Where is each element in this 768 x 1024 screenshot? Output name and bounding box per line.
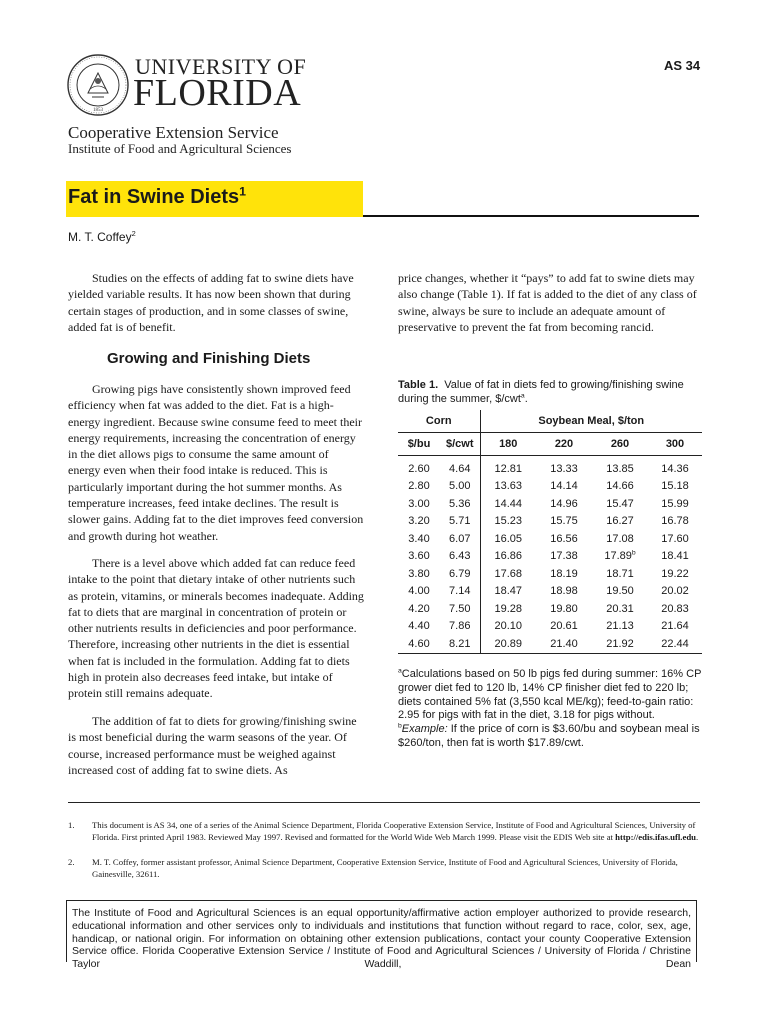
table-cell: 2.80 [408, 480, 430, 493]
table-row [398, 600, 702, 618]
table-cell: 4.40 [408, 620, 430, 633]
footnote-number: 2. [68, 857, 75, 867]
table-cell: 19.50 [606, 585, 634, 598]
table-cell: 15.47 [606, 497, 634, 510]
author-footnote-ref[interactable]: 2 [131, 229, 136, 238]
table-cell: 17.68 [494, 567, 523, 580]
table-label: Table 1. [398, 379, 439, 391]
table-cell: 21.40 [550, 637, 578, 650]
table-row [398, 530, 702, 548]
footnote-rule [68, 802, 700, 803]
table-notes [398, 668, 703, 751]
table-cell: 15.18 [661, 480, 689, 493]
table-cell: 3.80 [408, 567, 430, 580]
body-paragraph: There is a level above which added fat can reduce feed intake to the point that dietary intake of other nutrients such as protein, vitamins, or minerals becomes inadequate. Adding fat to diets that are marginal in concentration of protein or other nutrients results in deficiencies and poor performance. Therefore, increasing other nutrients in the diet is essential when fat is included in the formulation. Adding fat to diets high in protein also decreases feed intake, but intake of protein still remains adequate. [68, 556, 364, 701]
extension-service-name: Cooperative Extension Service [68, 123, 279, 142]
footnote-1-end: . [696, 831, 699, 842]
university-seal-logo [66, 53, 130, 117]
table-cell: 20.31 [606, 602, 634, 615]
table-cell: 17.60 [661, 532, 689, 545]
table-cell: 2.60 [408, 462, 430, 475]
note-b-label: Example: [401, 723, 448, 736]
table-cell: 6.79 [440, 565, 480, 583]
table-cell: 19.28 [494, 602, 523, 615]
table-cell: 7.50 [440, 600, 480, 618]
table-row [398, 513, 702, 531]
table-cell: 16.05 [494, 532, 523, 545]
edis-link[interactable]: http://edis.ifas.ufl.edu [615, 831, 696, 842]
table-cell: 4.64 [440, 456, 480, 478]
table-cell: 3.40 [408, 532, 430, 545]
table-cell: 5.36 [440, 495, 480, 513]
table-row [398, 548, 702, 566]
table-column-headers [398, 433, 702, 456]
col-header: 300 [648, 433, 702, 456]
author-name [68, 230, 136, 244]
table-row [398, 478, 702, 496]
section-heading: Growing and Finishing Diets [107, 350, 311, 367]
table-cell: 13.33 [550, 462, 578, 475]
table-cell: 16.56 [550, 532, 578, 545]
table-cell: 4.00 [408, 585, 430, 598]
table-cell: 6.43 [440, 548, 480, 566]
table-cell: 22.44 [661, 637, 689, 650]
table-cell: 18.47 [494, 585, 523, 598]
example-note-ref: b [631, 549, 636, 557]
table-cell: 16.86 [494, 550, 523, 563]
table-cell: 13.85 [606, 462, 634, 475]
table-cell: 16.78 [661, 515, 689, 528]
example-value: 17.89 [604, 550, 632, 563]
footnote-1-body: This document is AS 34, one of a series of the Animal Science Department, Florida Cooperative Extension Service, Institute of Food and Agricultural Sciences, University of Florida. First printed April 1983. Reviewed May 1997. Revised and formatted for the World Wide Web March 1999. Please visit the EDIS Web site at [92, 820, 696, 842]
table-row [398, 565, 702, 583]
note-a-text: Calculations based on 50 lb pigs fed during summer: 16% CP grower diet fed to 120 lb, 14% CP finisher diet fed to 220 lb; diets contained 5% fat (3,550 kcal ME/kg); feed-to-gain ratio: 2.95 for pigs with fat in the diet, 3.18 for pigs without. [398, 668, 702, 722]
table-cell: 14.66 [606, 480, 634, 493]
table-cell: 4.20 [408, 602, 430, 615]
table-cell: 19.80 [550, 602, 578, 615]
note-b-marker: b [398, 722, 402, 730]
table-cell: 21.64 [661, 620, 689, 633]
value-table [398, 410, 702, 654]
table-caption-end: . [524, 393, 528, 405]
table-cell [592, 548, 648, 566]
table-cell: 18.71 [606, 567, 634, 580]
table-cell: 14.14 [550, 480, 578, 493]
table-note-b [398, 723, 703, 751]
table-caption [398, 378, 703, 406]
table-cell: 3.20 [408, 515, 430, 528]
table-cell: 13.63 [494, 480, 523, 493]
col-header: 220 [536, 433, 592, 456]
author-text: M. T. Coffey [68, 230, 132, 244]
col-header: 260 [592, 433, 648, 456]
table-cell: 18.98 [550, 585, 578, 598]
table-cell: 17.38 [550, 550, 578, 563]
table-cell: 15.75 [550, 515, 578, 528]
body-paragraph: price changes, whether it “pays” to add fat to swine diets may also change (Table 1). If fat is added to the diet of any class of swine, always be sure to include an adequate amount of preservative to prevent the fat from becoming rancid. [398, 271, 697, 334]
table-group-corn: Corn [398, 410, 480, 433]
table-cell: 12.81 [494, 462, 523, 475]
table-cell: 21.92 [606, 637, 634, 650]
table-note-a [398, 668, 703, 723]
table-cell: 20.10 [494, 620, 523, 633]
table-cell: 14.96 [550, 497, 578, 510]
note-b-text: If the price of corn is $3.60/bu and soybean meal is $260/ton, then fat is worth $17.89/cwt. [398, 723, 700, 749]
body-paragraph: The addition of fat to diets for growing/finishing swine is most beneficial during the warm seasons of the year. Of course, increased performance must be weighed against increased cost of adding fat to swine diets. As [68, 714, 357, 777]
table-cell: 20.61 [550, 620, 578, 633]
table-row [398, 583, 702, 601]
col-header: $/bu [398, 433, 440, 456]
table-cell: 16.27 [606, 515, 634, 528]
table-bottom-rule [398, 653, 702, 654]
equal-opportunity-statement: The Institute of Food and Agricultural Sciences is an equal opportunity/affirmative action employer authorized to provide research, educational information and other services only to individuals and institutions that function without regard to race, color, sex, age, handicap, or national origin. For information on obtaining other extension publications, contact your county Cooperative Extension Service office. Florida Cooperative Extension Service / Institute of Food and Agricultural Sciences / University of Florida / Christine Taylor Waddill, Dean [66, 900, 697, 962]
table-cell: 19.22 [661, 567, 689, 580]
footnote-text [92, 820, 700, 843]
document-id: AS 34 [664, 58, 701, 73]
col-header: $/cwt [440, 433, 480, 456]
table-cell: 18.41 [661, 550, 689, 563]
table-cell: 15.99 [661, 497, 689, 510]
document-title [68, 186, 246, 209]
title-text: Fat in Swine Diets [68, 186, 240, 208]
table-cell: 8.21 [440, 635, 480, 653]
table-caption-text: Value of fat in diets fed to growing/finishing swine during the summer, $/cwt [398, 379, 684, 405]
table-cell: 6.07 [440, 530, 480, 548]
table-cell: 20.83 [661, 602, 689, 615]
table-cell: 15.23 [494, 515, 523, 528]
intro-paragraph: Studies on the effects of adding fat to swine diets have yielded variable results. It has now been shown that during certain stages of production, and in some classes of swine, added fat is of benefit. [68, 271, 354, 334]
table-cell: 7.86 [440, 618, 480, 636]
table-row [398, 456, 702, 478]
footnote-number: 1. [68, 820, 75, 830]
table-cell: 14.36 [661, 462, 689, 475]
table-cell: 3.60 [408, 550, 430, 563]
table-cell: 4.60 [408, 637, 430, 650]
svg-text:1853: 1853 [93, 108, 103, 113]
table-row [398, 495, 702, 513]
table-row [398, 635, 702, 653]
title-rule [363, 215, 699, 217]
table-cell: 3.00 [408, 497, 430, 510]
university-name-line1: UNIVERSITY OF [135, 54, 307, 79]
table-row [398, 618, 702, 636]
table-cell: 21.13 [606, 620, 634, 633]
table-cell: 18.19 [550, 567, 578, 580]
note-a-marker: a [398, 667, 402, 675]
table-cell: 7.14 [440, 583, 480, 601]
table-cell: 17.08 [606, 532, 634, 545]
table-cell: 5.00 [440, 478, 480, 496]
table-cell: 14.44 [494, 497, 523, 510]
table-cell: 5.71 [440, 513, 480, 531]
institute-name: Institute of Food and Agricultural Sciences [68, 141, 292, 156]
table-cell: 20.02 [661, 585, 689, 598]
university-name-line2: FLORIDA [133, 72, 302, 114]
footnote-text: M. T. Coffey, former assistant professor, Animal Science Department, Cooperative Extension Service, Institute of Food and Agricultural Sciences, University of Florida, Gainesville, 32611. [92, 857, 678, 879]
table-group-soybean: Soybean Meal, $/ton [480, 410, 702, 433]
title-footnote-ref[interactable]: 1 [239, 184, 247, 199]
table-cell: 20.89 [494, 637, 523, 650]
body-paragraph: Growing pigs have consistently shown improved feed efficiency when fat was added to the diet. Fat is a high-energy ingredient. Because swine consume feed to meet their energy requirements, increasing the concentration of energy in the diet allows pigs to consume the same amount of energy even when their food intake is reduced. This is particularly important during the hot summer months. As temperature increases, feed intake declines. The result is slower gains. Adding fat to the diet improves feed conversion and growth during hot weather. [68, 382, 364, 543]
table-caption-note-ref: a [520, 392, 525, 400]
col-header: 180 [480, 433, 536, 456]
